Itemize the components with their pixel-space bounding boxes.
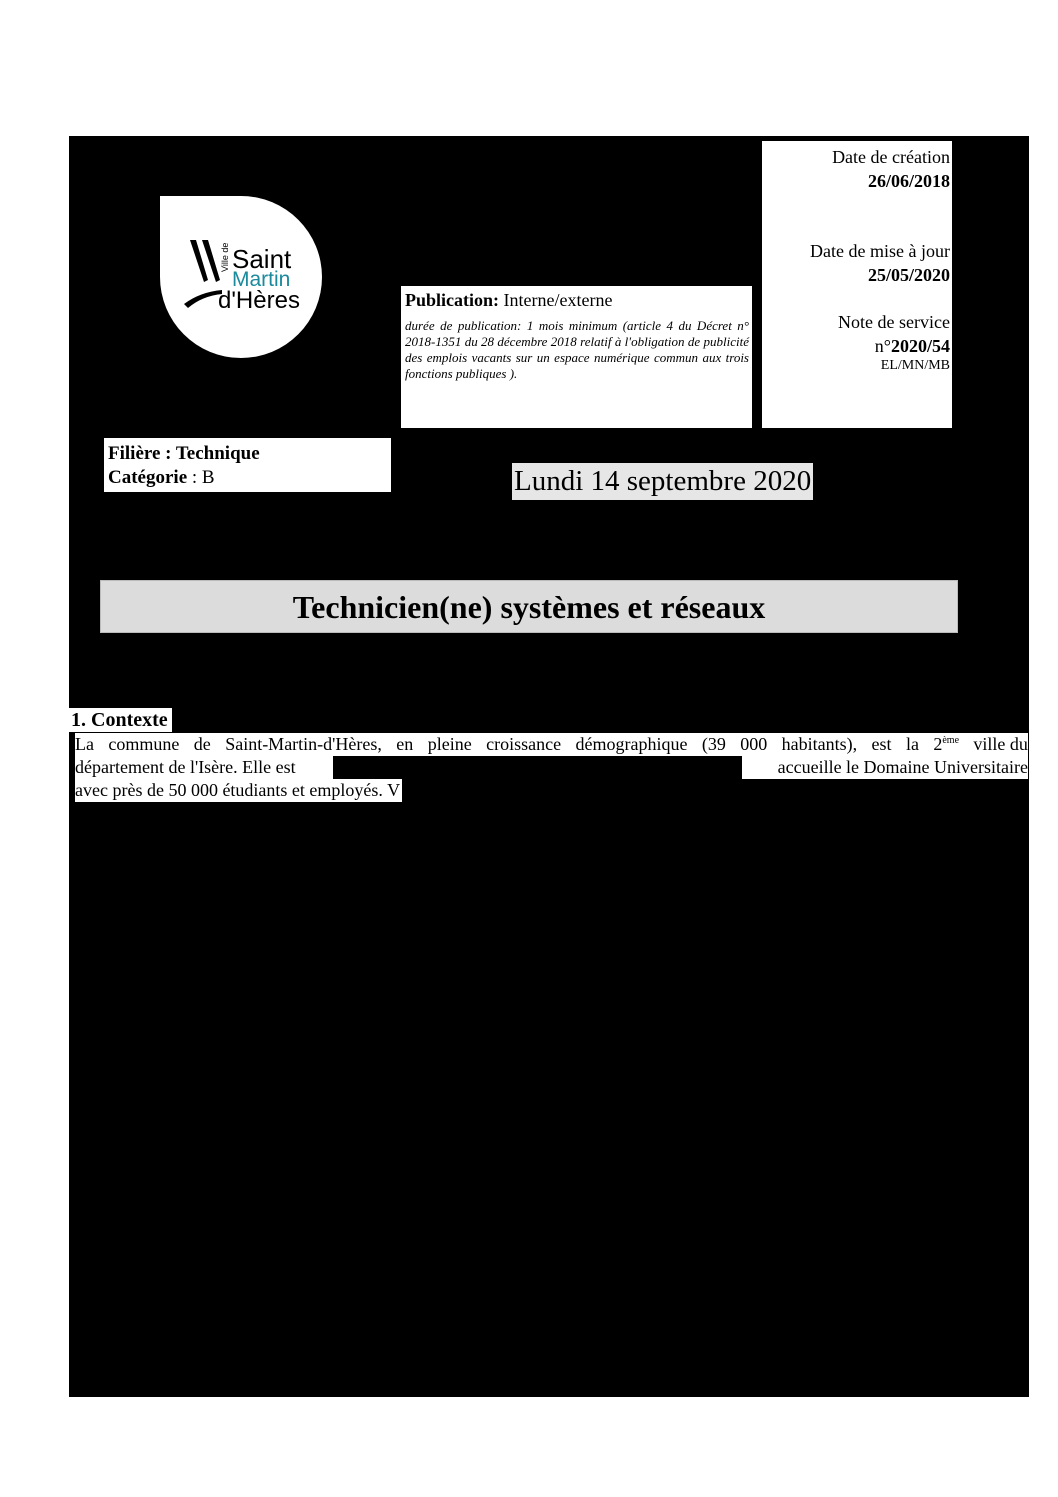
context-line-1-word: la <box>905 734 919 754</box>
publication-note: durée de publication: 1 mois minimum (article 4 du Décret n° 2018-1351 du 28 décembre 2018 relatif à l'obligation de publicité des emplois vacants sur un espace numérique commun aux trois fonctions publiques ). <box>405 318 749 381</box>
context-line-1-word: (39 <box>701 734 726 754</box>
context-line-1-word: démographique <box>575 734 688 754</box>
date-box <box>762 141 952 428</box>
context-line-1-word: commune <box>108 734 180 754</box>
publication-value: Interne/externe <box>503 290 613 310</box>
job-title: Technicien(ne) systèmes et réseaux <box>100 580 958 633</box>
logo-ville-de: Ville de <box>220 242 230 272</box>
ordinal-number: 2 <box>933 734 943 754</box>
logo-saint: Saint <box>232 244 292 274</box>
context-line-1-word: pleine <box>427 734 472 754</box>
context-line-1-word: croissance <box>486 734 562 754</box>
context-line-1-ordinal <box>933 733 959 756</box>
categorie-line <box>108 466 391 490</box>
context-line-2-start: département de l'Isère. Elle est <box>75 756 333 779</box>
publication-label: Publication: <box>405 290 500 310</box>
context-line-1-word: Saint-Martin-d'Hères, <box>225 734 382 754</box>
context-line-1-word: en <box>396 734 414 754</box>
service-note-number: n°2020/54 <box>874 336 950 356</box>
context-line-1-tail: ville du <box>973 734 1028 754</box>
publication-box <box>401 286 752 428</box>
date-banner: Lundi 14 septembre 2020 <box>512 463 813 500</box>
logo-dheres: d'Hères <box>218 287 300 314</box>
context-line-1 <box>75 733 1028 756</box>
creation-date-label: Date de création <box>832 147 950 167</box>
service-note-label: Note de service <box>838 312 950 332</box>
filiere-label: Filière : Technique <box>108 443 260 464</box>
creation-date-value: 26/06/2018 <box>867 171 950 191</box>
context-line-2-end: accueille le Domaine Universitaire <box>742 756 1028 779</box>
categorie-value: : B <box>187 467 215 488</box>
categorie-label: Catégorie <box>108 467 188 488</box>
context-line-1-word: habitants), <box>781 734 858 754</box>
update-date-value: 25/05/2020 <box>867 265 950 285</box>
section-heading: 1. Contexte <box>69 708 172 732</box>
context-line-1-word: La <box>75 734 94 754</box>
ordinal-suffix: ème <box>942 735 960 746</box>
context-line-1-word: 000 <box>740 734 768 754</box>
service-note-initials: EL/MN/MB <box>880 358 950 373</box>
context-line-3: avec près de 50 000 étudiants et employés. V <box>75 780 401 800</box>
update-date-label: Date de mise à jour <box>810 241 950 261</box>
context-line-1-word: est <box>871 734 892 754</box>
context-line-1-word: de <box>193 734 211 754</box>
publication-line <box>405 288 749 312</box>
logo-martin: Martin <box>232 268 291 291</box>
city-logo <box>180 232 310 322</box>
filiere-box <box>104 438 391 492</box>
